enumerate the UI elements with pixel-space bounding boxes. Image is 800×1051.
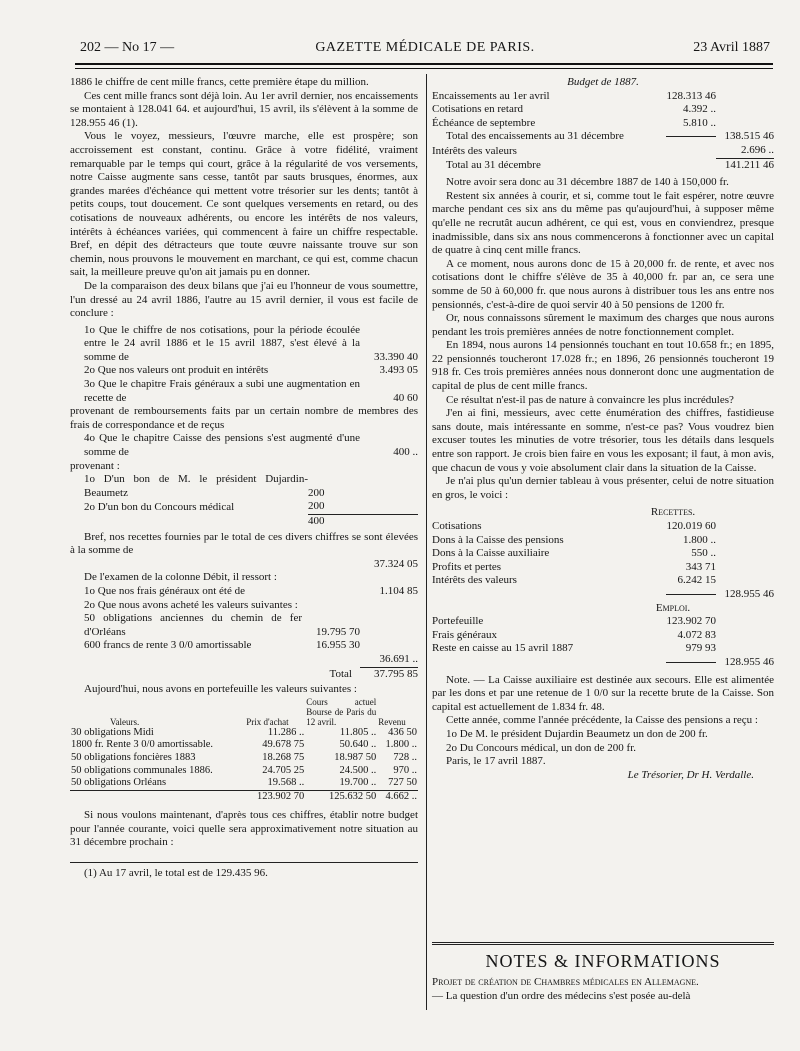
ledger-line: 2o D'un bon du Concours médical 200 xyxy=(70,500,418,515)
table-cell: 50 obligations communales 1886. xyxy=(71,764,213,776)
paragraph: — La question d'un ordre des médecins s'est posée au-delà xyxy=(432,989,691,1002)
ledger-line: 1o Que nos frais généraux ont été de 1.104 85 xyxy=(84,584,418,597)
ledger-line: 128.955 46 xyxy=(432,656,774,670)
table-row xyxy=(70,727,418,740)
table-cell: 30 obligations Midi xyxy=(71,726,154,738)
header-rule-thick xyxy=(75,63,773,65)
ledger-line: Profits et pertes 343 71 xyxy=(432,560,716,573)
paragraph: J'en ai fini, messieurs, avec cette énumération des chiffres, fastidieuse sans doute, mais intéressante en somme, n'est-ce pas? Vous voudrez bien excuser toutes les minuties de votre trésorier, tous les détails dans lesquels entre son rapport. Je crois bien faire en vous les exposant; il faut, à mon avis, que chacun de vous y voie absolument clair dans la situation de la Caisse. xyxy=(432,407,774,474)
header-rule-thin xyxy=(75,68,773,69)
table-cell: 50 obligations foncières 1883 xyxy=(71,751,196,763)
dateline: Paris, le 17 avril 1887. xyxy=(446,755,546,768)
ledger-line: Frais généraux 4.072 83 xyxy=(432,628,716,641)
budget-title: Budget de 1887. xyxy=(567,76,639,88)
table-header: Revenu xyxy=(378,716,406,727)
table-cell: 18.987 50 xyxy=(334,751,377,763)
table-cell: 970 .. xyxy=(393,764,417,776)
paragraph: 2o Du Concours médical, un don de 200 fr. xyxy=(446,741,637,754)
ledger-line: Cotisations 120.019 60 xyxy=(432,520,716,532)
table-cell: 19.568 .. xyxy=(267,777,305,789)
table-cell: 728 .. xyxy=(393,751,417,763)
paragraph: Restent six années à courir, et si, comme tout le fait espérer, notre œuvre marche pendant ces six ans du même pas qu'aujourd'hui, à supposer même qu'elle ne recrutât aucun adhérent, ce qui est, vous en conviendrez, presque inadmissible, dans six ans nous commencerons à fonctionner avec un capital de quatre à cinq cent mille francs. xyxy=(432,189,774,257)
page-number: 202 — No 17 — xyxy=(80,40,175,55)
paragraph: De la comparaison des deux bilans que j'ai eu l'honneur de vous soumettre, l'un dressé au 24 avril 1886, l'autre au 15 avril dernier, il vous est facile de conclure : xyxy=(70,279,418,320)
table-row xyxy=(70,790,418,803)
ledger-line: 4o Que le chapitre Caisse des pensions s'est augmenté d'une somme de 400 .. xyxy=(84,432,418,459)
table-cell: 50 obligations Orléans xyxy=(71,777,167,789)
table-cell: 24.705 25 xyxy=(262,764,305,776)
paragraph: En 1894, nous aurons 14 pensionnés touchant en tout 10.658 fr.; en 1895, 22 pensionnés toucheront 17.028 fr.; en 1896, 26 pensionnés toucheront 19 918 fr. Ces trois premières années nous donneront donc une augmentation de capital de plus de cent mille francs. xyxy=(432,339,774,393)
paragraph: 1886 le chiffre de cent mille francs, cette première étape du million. xyxy=(70,76,369,88)
paragraph: Or, nous connaissons sûrement le maximum des charges que nous aurons pendant les trois premières années de notre fonctionnement complet. xyxy=(432,312,774,338)
ledger-line: 3o Que le chapitre Frais généraux a subi une augmentation en recette de 40 60 xyxy=(84,378,418,404)
paragraph: Je n'ai plus qu'un dernier tableau à vous présenter, celui de notre situation en gros, le voici : xyxy=(432,475,774,501)
table-cell: 49.678 75 xyxy=(262,739,305,751)
right-column xyxy=(432,76,774,782)
paragraph: provenant de remboursements faits par un certain nombre de membres des frais de correspondance et de reçus xyxy=(70,405,418,431)
table-cell: 19.700 .. xyxy=(339,777,377,789)
ledger-line: 1o D'un bon de M. le président Dujardin-Beaumetz 200 xyxy=(84,473,325,499)
portfolio-table xyxy=(70,697,418,804)
table-cell: 11.805 .. xyxy=(339,726,377,738)
table-row xyxy=(70,752,418,765)
table-cell: 18.268 75 xyxy=(262,751,305,763)
journal-title: GAZETTE MÉDICALE DE PARIS. xyxy=(315,40,535,55)
paragraph: 1o De M. le président Dujardin Beaumetz un don de 200 fr. xyxy=(446,727,708,740)
column-separator xyxy=(426,74,427,1010)
ledger-line: Intérêts des valeurs 2.696 .. xyxy=(432,143,774,157)
ledger-line: 50 obligations anciennes du chemin de fer d'Orléans 19.795 70 xyxy=(84,612,360,638)
table-cell: 436 50 xyxy=(388,726,417,738)
table-cell: 50.640 .. xyxy=(339,739,377,751)
ledger-line: 600 francs de rente 3 0/0 amortissable 16.955 30 xyxy=(84,639,360,652)
receipts-heading: Recettes. xyxy=(650,506,696,519)
ledger-line: 2o Que nos valeurs ont produit en intérêts 3.493 05 xyxy=(84,364,418,377)
note: Note. — La Caisse auxiliaire est destinée aux secours. Elle est alimentée par les dons et par une retenue de 1 0/0 sur la recette brute de la Caisse. Son capital est actuellement de 1.834 fr. 48. xyxy=(432,673,774,713)
paragraph: 2o Que nous avons acheté les valeurs suivantes : xyxy=(84,598,298,611)
table-cell: 727 50 xyxy=(388,777,417,789)
paragraph: Aujourd'hui, nous avons en portefeuille les valeurs suivantes : xyxy=(84,683,357,696)
signature: Le Trésorier, Dr H. Verdalle. xyxy=(627,768,754,781)
page-header xyxy=(80,40,770,62)
expenses-heading: Emploi. xyxy=(655,601,691,614)
table-cell xyxy=(70,790,245,803)
table-cell: 1.800 .. xyxy=(385,739,417,751)
table-cell: 4.662 .. xyxy=(377,790,418,803)
ledger-line: 1o Que le chiffre de nos cotisations, pour la période écoulée entre le 24 avril 1886 et le 15 avril 1887, s'est élevé à la somme de 33.390 40 xyxy=(84,323,418,363)
section-heading: NOTES & INFORMATIONS xyxy=(432,942,774,972)
table-header: Valeurs. xyxy=(110,716,140,727)
ledger-line: Total au 31 décembre 141.211 46 xyxy=(446,158,774,171)
paragraph: Vous le voyez, messieurs, l'œuvre marche, elle est prospère; son accroissement est constant, continu. Grâce à votre fidélité, vraiment remarquable par le temps qui court, grâce à la régularité de vos versements, notre Caisse augmente sans cesse, tantôt par sauts brusques, énormes, aux grandes marées d'échéance qui mettent votre trésorier sur les dents; tantôt à petits coups, tout doucement. Ce sont quelques versements en retard, ou des cotisations de nouveaux adhérents, ou encore les intérêts de nos valeurs, intérêts à échéances variées, qui commencent à faire un chiffre respectable. Bref, en dépit des détracteurs que toute œuvre naissante trouve sur son chemin, nous prouvons le mouvement en marchant, ce qui est, comme chacun sait, la meilleure preuve qu'on ait jamais pu en donner. xyxy=(70,130,418,279)
table-row xyxy=(70,777,418,790)
notes-subheading: Projet de création de Chambres médicales en Allemagne. xyxy=(432,976,699,988)
footnote-rule xyxy=(70,862,418,863)
ledger-line: Portefeuille 123.902 70 xyxy=(432,615,716,628)
table-cell: 123.902 70 xyxy=(245,790,305,803)
ledger-line: 37.324 05 xyxy=(374,557,418,570)
ledger-line: 36.691 .. xyxy=(70,653,418,668)
paragraph: Notre avoir sera donc au 31 décembre 1887 de 140 à 150,000 fr. xyxy=(446,176,729,189)
ledger-line: Encaissements au 1er avril 128.313 46 xyxy=(432,89,716,102)
ledger-line: 400 xyxy=(308,515,325,527)
table-row xyxy=(70,739,418,752)
table-row xyxy=(70,765,418,778)
ledger-line: Total des encaissements au 31 décembre 138.515 46 xyxy=(446,130,774,143)
paragraph: Bref, nos recettes fournies par le total de ces divers chiffres se sont élevées à la somme de xyxy=(70,530,418,557)
paragraph: De l'examen de la colonne Débit, il ressort : xyxy=(84,571,277,584)
paragraph: Cette année, comme l'année précédente, la Caisse des pensions a reçu : xyxy=(446,714,758,727)
table-header: Cours actuel Bourse de Paris du 12 avril. xyxy=(306,696,377,727)
table-cell: 11.286 .. xyxy=(267,726,305,738)
paragraph: Ces cent mille francs sont déjà loin. Au 1er avril dernier, nos encaissements se montaient à 128.041 64. et aujourd'hui, 15 avril, ils s'élèvent à la somme de 128.955 46 (1). xyxy=(70,89,418,129)
footnote: (1) Au 17 avril, le total est de 129.435 96. xyxy=(84,867,268,880)
paragraph: Ce résultat n'est-il pas de nature à convaincre les plus incrédules? xyxy=(446,393,734,406)
ledger-line: Intérêts des valeurs 6.242 15 xyxy=(432,574,716,587)
ledger-line: Reste en caisse au 15 avril 1887 979 93 xyxy=(432,642,716,655)
issue-date: 23 Avril 1887 xyxy=(693,40,770,55)
ledger-line: Échéance de septembre 5.810 .. xyxy=(432,116,716,129)
notes-section xyxy=(432,976,774,1003)
table-cell: 1800 fr. Rente 3 0/0 amortissable. xyxy=(71,739,214,751)
left-column xyxy=(70,76,418,881)
table-cell: 125.632 50 xyxy=(305,790,377,803)
ledger-line: Dons à la Caisse auxiliaire 550 .. xyxy=(432,547,716,560)
ledger-line: Cotisations en retard 4.392 .. xyxy=(432,103,716,116)
ledger-line: 128.955 46 xyxy=(432,588,774,602)
ledger-line: Dons à la Caisse des pensions 1.800 .. xyxy=(432,533,716,546)
table-header: Prix d'achat xyxy=(246,716,289,727)
paragraph: A ce moment, nous aurons donc de 15 à 20,000 fr. de rente, et avec nos cotisations dont le chiffre s'élève de 35 à 40,000 fr. par an, ce sera une somme de 50 à 60,000 fr. que nous aurons à distribuer tous les ans entre nos pensionnés, c'est-à-dire de quoi servir 40 à 50 pensions de 1200 fr. xyxy=(432,257,774,311)
paragraph: provenant : xyxy=(70,459,120,472)
paragraph: Si nous voulons maintenant, d'après tous ces chiffres, établir notre budget pour l'année courante, voici quelle sera approximativement notre situation au 31 décembre prochain : xyxy=(70,809,418,849)
table-cell: 24.500 .. xyxy=(339,764,377,776)
ledger-line: Total 37.795 85 xyxy=(329,667,418,680)
